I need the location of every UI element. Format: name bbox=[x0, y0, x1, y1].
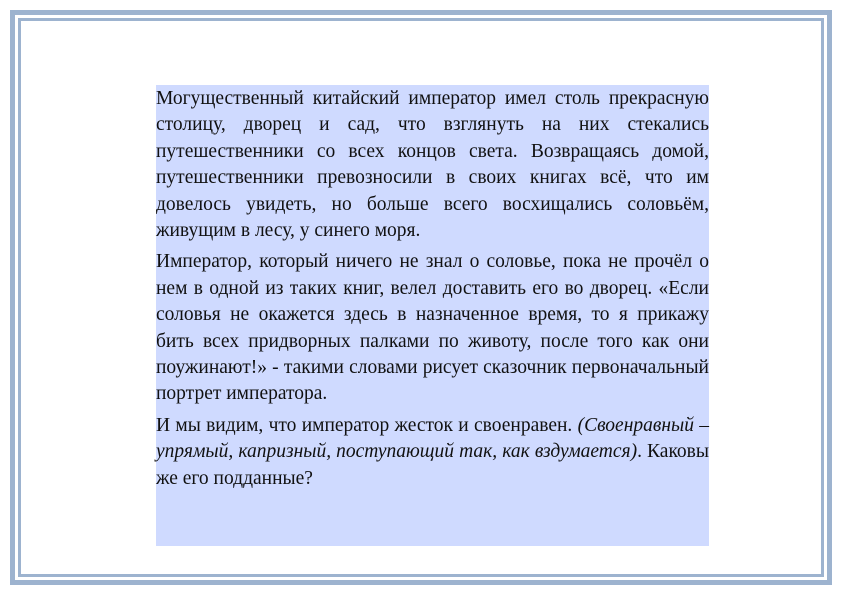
definition-italic: (Своенравный – упрямый, капризный, поступающий так, как вздумается) bbox=[156, 414, 709, 463]
paragraph-3-ending: . Каковы же его подданные? bbox=[156, 441, 709, 489]
paragraph-3 bbox=[156, 413, 709, 492]
paragraph-3-intro: И мы видим, что император жесток и своенравен. bbox=[156, 414, 573, 436]
text-box bbox=[156, 85, 709, 546]
paragraph-2: Император, который ничего не знал о соловье, пока не прочёл о нем в одной из таких книг, велел доставить его во дворец. «Если соловья не окажется здесь в назначенное время, то я прикажу бить всех придворных палками по животу, после того как они поужинают!» - такими словами рисует сказочник первоначальный портрет императора. bbox=[156, 251, 709, 405]
paragraph-1: Могущественный китайский император имел столь прекрасную столицу, дворец и сад, что взглянуть на них стекались путешественники со всех концов света. Возвращаясь домой, путешественники превозносили в своих книгах всё, что им довелось увидеть, но больше всего восхищались соловьём, живущим в лесу, у синего моря. bbox=[156, 88, 709, 242]
